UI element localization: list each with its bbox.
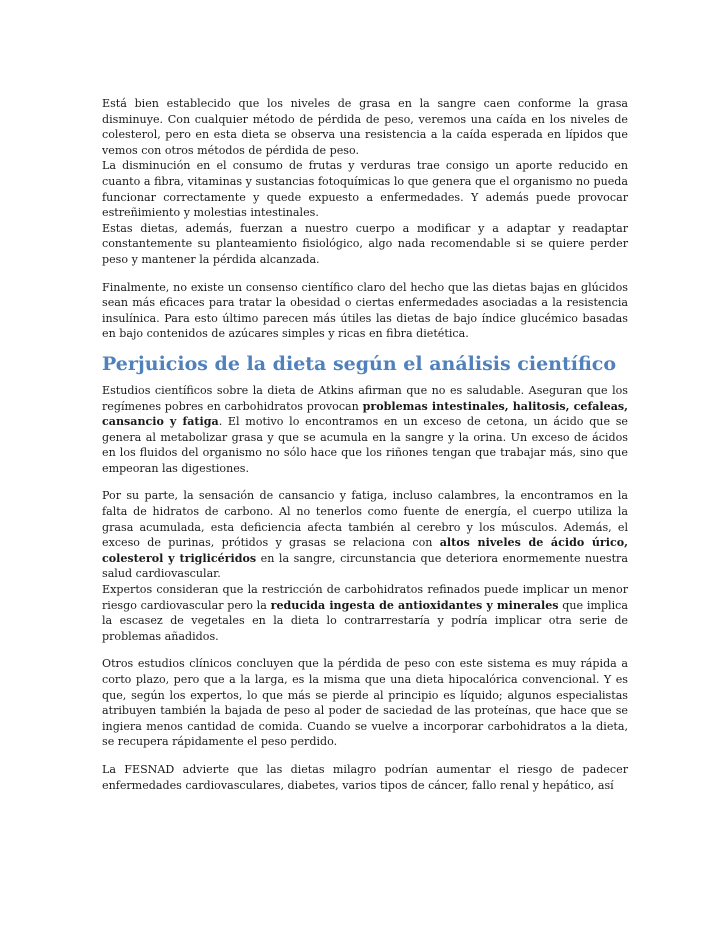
paragraph-experts: Expertos consideran que la restricción de carbohidratos refinados puede implicar un menor riesgo cardiovascular pero la reducida ingesta de antioxidantes y minerales que implica la escasez de vegetales en la dieta lo contrarrestaría y podría implicar otra serie de problemas añadidos. (102, 583, 628, 643)
bold-symptoms: problemas intestinales, halitosis, cefaleas, cansancio y fatiga (102, 399, 628, 429)
section-heading: Perjuicios de la dieta según el análisis científico (102, 352, 617, 375)
paragraph-fruits-vegetables: La disminución en el consumo de frutas y verduras trae consigo un aporte reducido en cuanto a fibra, vitaminas y sustancias fotoquímicas lo que genera que el organismo no pueda funcionar correctamente y quede expuesto a enfermedades. Y además puede provocar estreñimiento y molestias intestinales. (102, 159, 628, 220)
bold-antioxidants: reducida ingesta de antioxidantes y minerales (270, 598, 559, 612)
bold-uric-acid: altos niveles de ácido úrico, colesterol y triglicéridos (102, 536, 628, 565)
paragraph-clinical-studies: Otros estudios clínicos concluyen que la pérdida de peso con este sistema es muy rápida a corto plazo, pero que a la larga, es la misma que una dieta hipocalórica convencional. Y es que, según los expertos, lo que más se pierde al principio es líquido; algunos especialistas atribuyen también la bajada de peso al poder de saciedad de las proteínas, que hace que se ingiera menos cantidad de comida. Cuando se vuelve a incorporar carbohidratos a la dieta, se recupera rápidamente el peso perdido. (102, 657, 628, 749)
paragraph-consensus: Finalmente, no existe un consenso científico claro del hecho que las dietas bajas en glúcidos sean más eficaces para tratar la obesidad o ciertas enfermedades asociadas a la resistencia insulínica. Para esto último parecen más útiles las dietas de bajo índice glucémico basadas en bajo contenidos de azúcares simples y ricas en fibra dietética. (102, 280, 628, 341)
paragraph-body-adaptation: Estas dietas, además, fuerzan a nuestro cuerpo a modificar y a adaptar y readaptar constantemente su planteamiento fisiológico, algo nada recomendable si se quiere perder peso y mantener la pérdida alcanzada. (102, 221, 628, 266)
paragraph-fatigue: Por su parte, la sensación de cansancio y fatiga, incluso calambres, la encontramos en la falta de hidratos de carbono. Al no tenerlos como fuente de energía, el cuerpo utiliza la grasa acumulada, esta deficiencia afecta también al cerebro y los músculos. Además, el exceso de purinas, prótidos y grasas se relaciona con altos niveles de ácido úrico, colesterol y triglicéridos en la sangre, circunstancia que deteriora enormemente nuestra salud cardiovascular. (102, 489, 628, 581)
paragraph-lipids: Está bien establecido que los niveles de grasa en la sangre caen conforme la grasa disminuye. Con cualquier método de pérdida de peso, veremos una caída en los niveles de colesterol, pero en esta dieta se observa una resistencia a la caída esperada en lípidos que vemos con otros métodos de pérdida de peso. (102, 97, 628, 157)
document-page (102, 96, 628, 793)
paragraph-atkins-studies: Estudios científicos sobre la dieta de Atkins afirman que no es saludable. Aseguran que los regímenes pobres en carbohidratos provocan problemas intestinales, halitosis, cefaleas, cansancio y fatiga. El motivo lo encontramos en un exceso de cetona, un ácido que se genera al metabolizar grasa y que se acumula en la sangre y la orina. Un exceso de ácidos en los fluidos del organismo no sólo hace que los riñones tengan que trabajar más, sino que empeoran las digestiones. (102, 383, 628, 475)
paragraph-fesnad: La FESNAD advierte que las dietas milagro podrían aumentar el riesgo de padecer enfermedades cardiovasculares, diabetes, varios tipos de cáncer, fallo renal y hepático, así (102, 762, 628, 792)
